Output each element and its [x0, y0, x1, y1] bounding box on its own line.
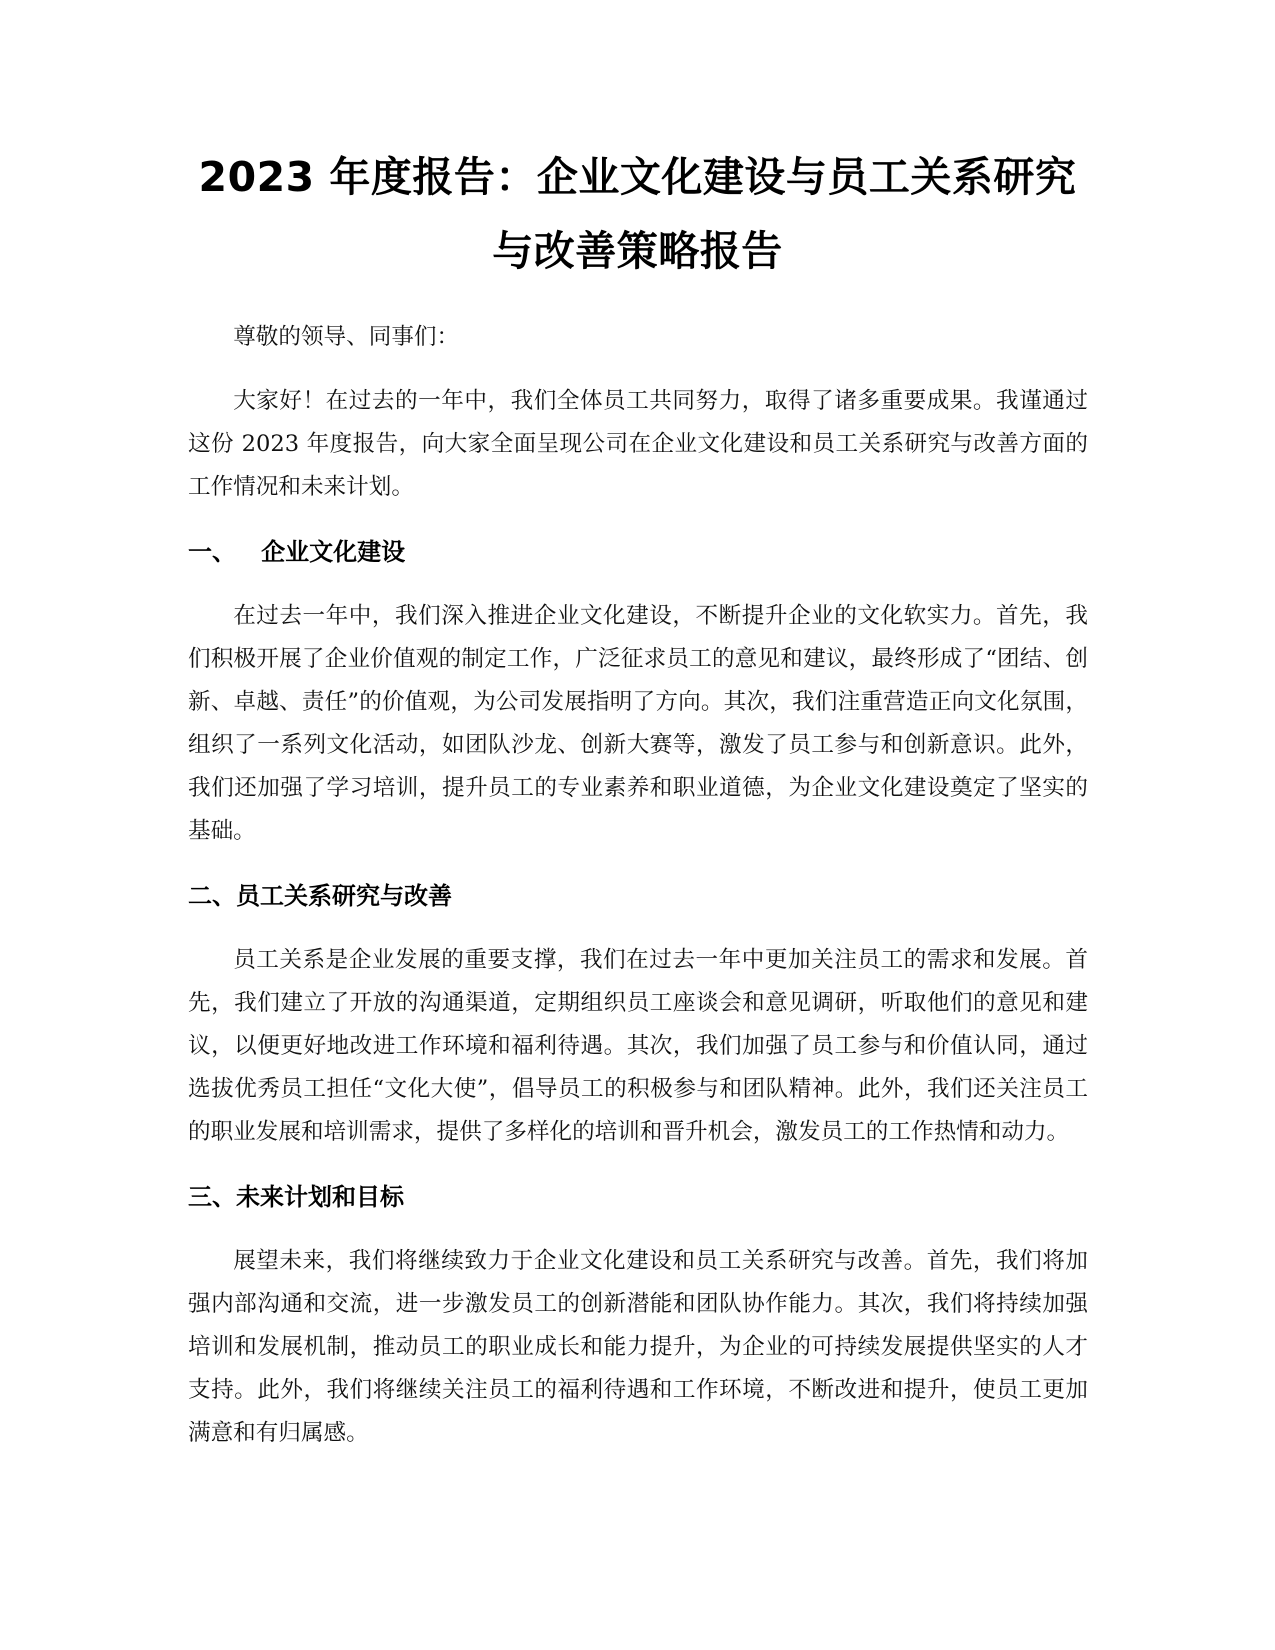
document-title: 2023 年度报告：企业文化建设与员工关系研究与改善策略报告	[198, 153, 1077, 275]
section-heading-employee-relations: 二、员工关系研究与改善	[188, 882, 452, 910]
section-body-future-plans: 展望未来，我们将继续致力于企业文化建设和员工关系研究与改善。首先，我们将加强内部沟通和交流，进一步激发员工的创新潜能和团队协作能力。其次，我们将持续加强培训和发展机制，推动员工的职业成长和能力提升，为企业的可持续发展提供坚实的人才支持。此外，我们将继续关注员工的福利待遇和工作环境，不断改进和提升，使员工更加满意和有归属感。	[188, 1248, 1088, 1446]
greeting: 尊敬的领导、同事们：	[233, 324, 460, 350]
intro-paragraph: 大家好！在过去的一年中，我们全体员工共同努力，取得了诸多重要成果。我谨通过这份 2023 年度报告，向大家全面呈现公司在企业文化建设和员工关系研究与改善方面的工作情况和未来计划。	[188, 388, 1088, 500]
document-body	[188, 316, 1088, 1455]
section-heading-future-plans: 三、未来计划和目标	[188, 1183, 404, 1211]
section-body-culture: 在过去一年中，我们深入推进企业文化建设，不断提升企业的文化软实力。首先，我们积极开展了企业价值观的制定工作，广泛征求员工的意见和建议，最终形成了“团结、创新、卓越、责任”的价值观，为公司发展指明了方向。其次，我们注重营造正向文化氛围，组织了一系列文化活动，如团队沙龙、创新大赛等，激发了员工参与和创新意识。此外，我们还加强了学习培训，提升员工的专业素养和职业道德，为企业文化建设奠定了坚实的基础。	[188, 603, 1088, 844]
section-body-employee-relations: 员工关系是企业发展的重要支撑，我们在过去一年中更加关注员工的需求和发展。首先，我们建立了开放的沟通渠道，定期组织员工座谈会和意见调研，听取他们的意见和建议，以便更好地改进工作环境和福利待遇。其次，我们加强了员工参与和价值认同，通过选拔优秀员工担任“文化大使”，倡导员工的积极参与和团队精神。此外，我们还关注员工的职业发展和培训需求，提供了多样化的培训和晋升机会，激发员工的工作热情和动力。	[188, 947, 1088, 1145]
section-heading-culture: 一、 企业文化建设	[188, 538, 406, 566]
